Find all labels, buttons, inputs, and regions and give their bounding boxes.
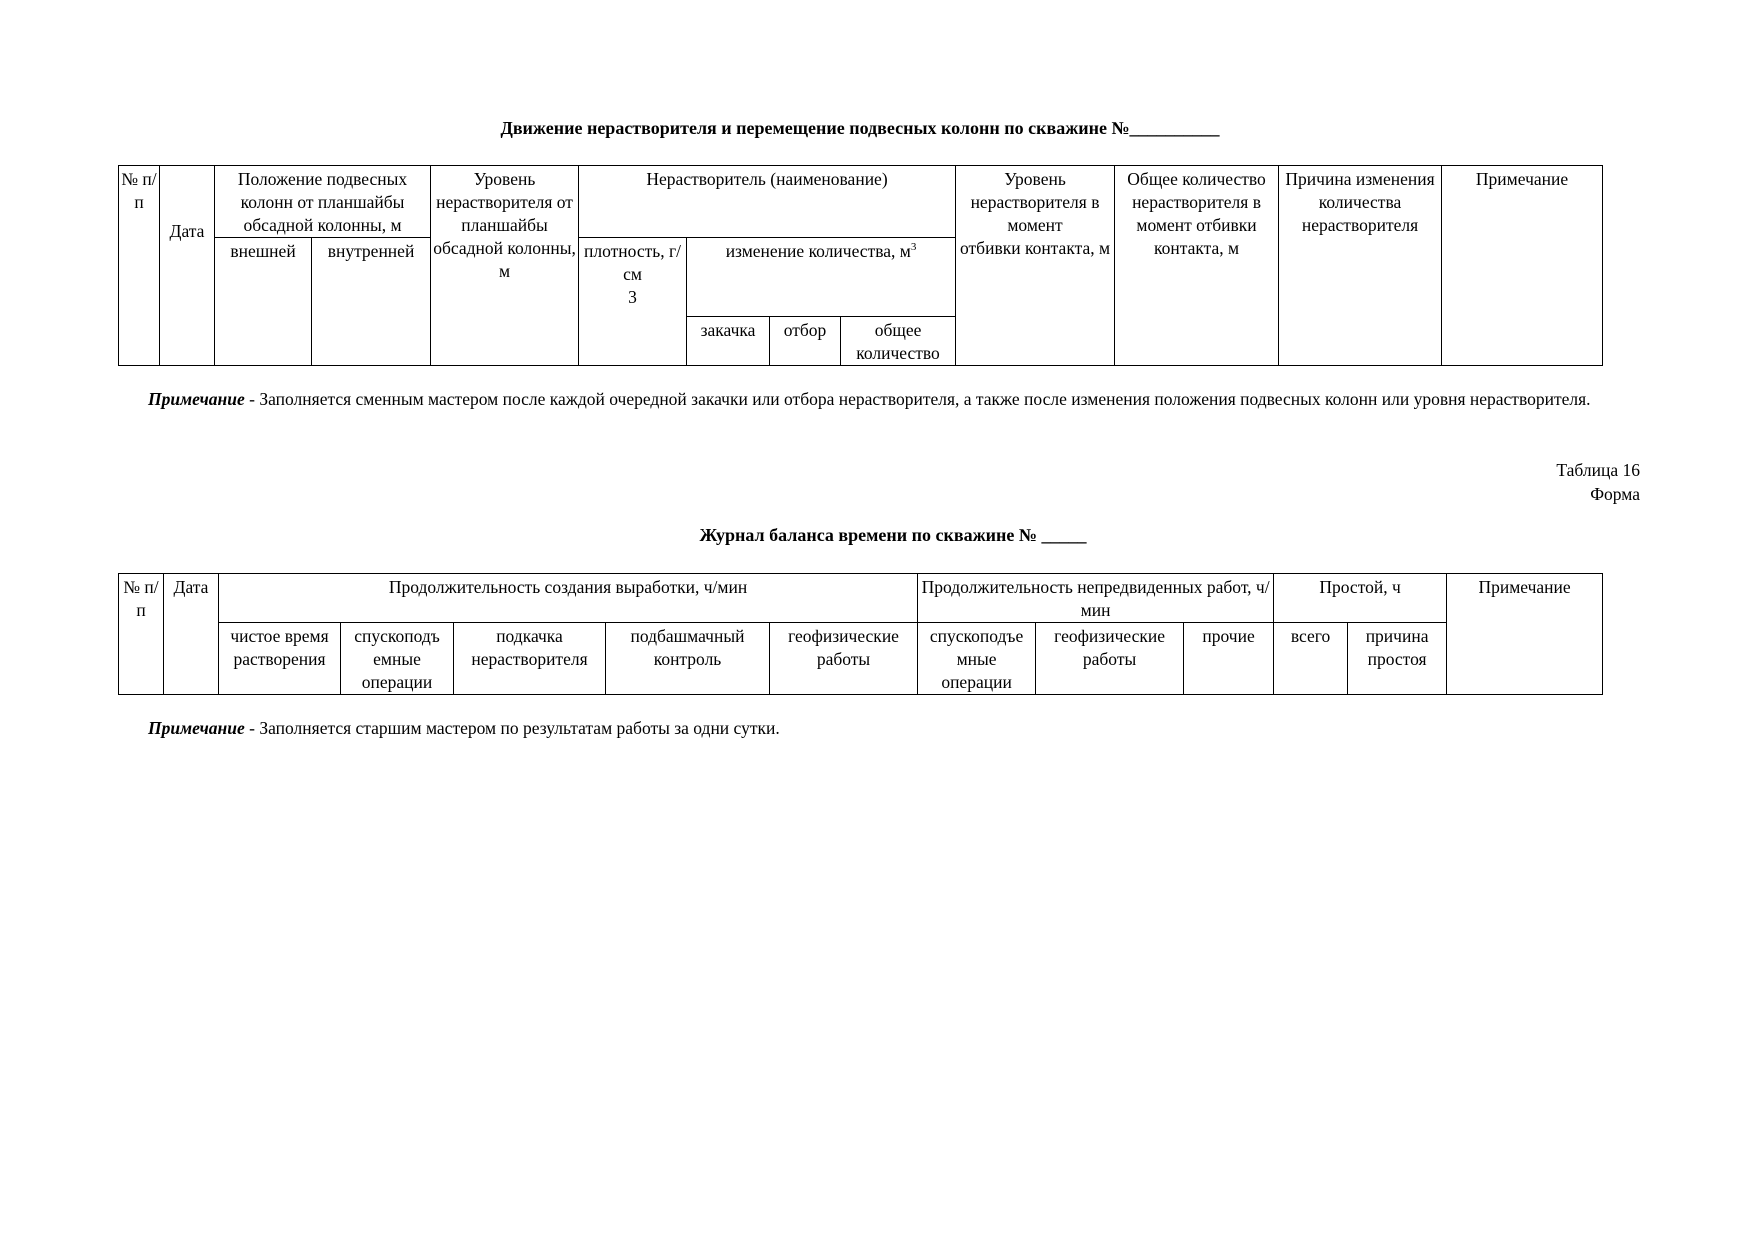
- t2-header-unforeseen: Продолжительность непредвиденных работ, ч/мин: [918, 574, 1274, 623]
- header-level-top: Уровень нерастворителя от планшайбы: [436, 169, 573, 235]
- header-inner: внутренней: [312, 238, 431, 366]
- header-withdrawal: отбор: [770, 317, 841, 366]
- t2-header-other: прочие: [1184, 623, 1274, 695]
- t2-header-idle-reason: причина простоя: [1348, 623, 1447, 695]
- t2-header-date: Дата: [164, 574, 219, 695]
- table-number-label: Таблица 16: [1556, 460, 1640, 480]
- header-total: общее количество: [841, 317, 956, 366]
- t2-header-num: № п/п: [119, 574, 164, 695]
- section2-note-text: - Заполняется старшим мастером по результатам работы за одни сутки.: [244, 718, 780, 738]
- t2-header-trip-ops-2: спускоподъе мные операции: [918, 623, 1036, 695]
- header-remark: Примечание: [1442, 166, 1603, 366]
- time-balance-table: [118, 573, 1603, 695]
- section2-title: Журнал баланса времени по скважине № _____: [699, 525, 1087, 545]
- t2-header-geophys-1: геофизические работы: [770, 623, 918, 695]
- solvent-movement-table: [118, 165, 1603, 366]
- t2-header-duration: Продолжительность создания выработки, ч/мин: [219, 574, 918, 623]
- header-density-label: плотность, г/см: [584, 241, 682, 284]
- t2-header-geophys-2: геофизические работы: [1036, 623, 1184, 695]
- t2-header-remark: Примечание: [1447, 574, 1603, 695]
- t2-header-pumping: подкачка нерастворителя: [454, 623, 606, 695]
- section1-note-text: - Заполняется сменным мастером после каждой очередной закачки или отбора нерастворителя, а также после изменения положения подвесных колонн или уровня нерастворителя.: [244, 389, 1591, 409]
- header-level-bottom: обсадной колонны, м: [433, 238, 576, 281]
- section2-note: [148, 717, 1548, 740]
- t2-header-trip-ops-1: спускоподъ емные операции: [341, 623, 454, 695]
- header-reason-bottom: нерастворителя: [1301, 215, 1419, 235]
- t2-header-idle: Простой, ч: [1274, 574, 1447, 623]
- header-change-sup: 3: [910, 241, 917, 254]
- header-position: Положение подвесных колонн от планшайбы обсадной колонны, м: [215, 166, 431, 238]
- header-injection: закачка: [687, 317, 770, 366]
- t2-header-sub-control: подбашмачный контроль: [606, 623, 770, 695]
- header-level-contact-top: Уровень нерастворителя в момент: [970, 169, 1100, 235]
- t2-header-total: всего: [1274, 623, 1348, 695]
- header-total-qty: [1115, 166, 1279, 366]
- t2-header-pure-time: чистое время растворения: [219, 623, 341, 695]
- header-level-contact: [956, 166, 1115, 366]
- section1-note: [118, 388, 1640, 411]
- header-solvent: Нерастворитель (наименование): [579, 166, 956, 238]
- header-total-qty-top: Общее количество нерастворителя в: [1127, 169, 1266, 212]
- header-change-label: изменение количества, м: [725, 241, 911, 261]
- header-date: Дата: [160, 166, 215, 366]
- section2-note-label: Примечание: [148, 718, 245, 738]
- header-total-qty-bottom: момент отбивки контакта, м: [1136, 215, 1257, 258]
- header-change: [687, 238, 956, 317]
- section1-note-label: Примечание: [148, 389, 245, 409]
- header-density: [579, 238, 687, 366]
- header-reason: [1279, 166, 1442, 366]
- form-label: Форма: [1590, 484, 1640, 504]
- header-num: № п/п: [119, 166, 160, 366]
- header-level: [431, 166, 579, 366]
- section1-title: Движение нерастворителя и перемещение подвесных колонн по скважине №__________: [500, 118, 1220, 138]
- header-reason-top: Причина изменения количества: [1285, 169, 1435, 212]
- header-level-contact-bottom: отбивки контакта, м: [960, 238, 1111, 258]
- header-density-unit: 3: [628, 287, 637, 307]
- header-outer: внешней: [215, 238, 312, 366]
